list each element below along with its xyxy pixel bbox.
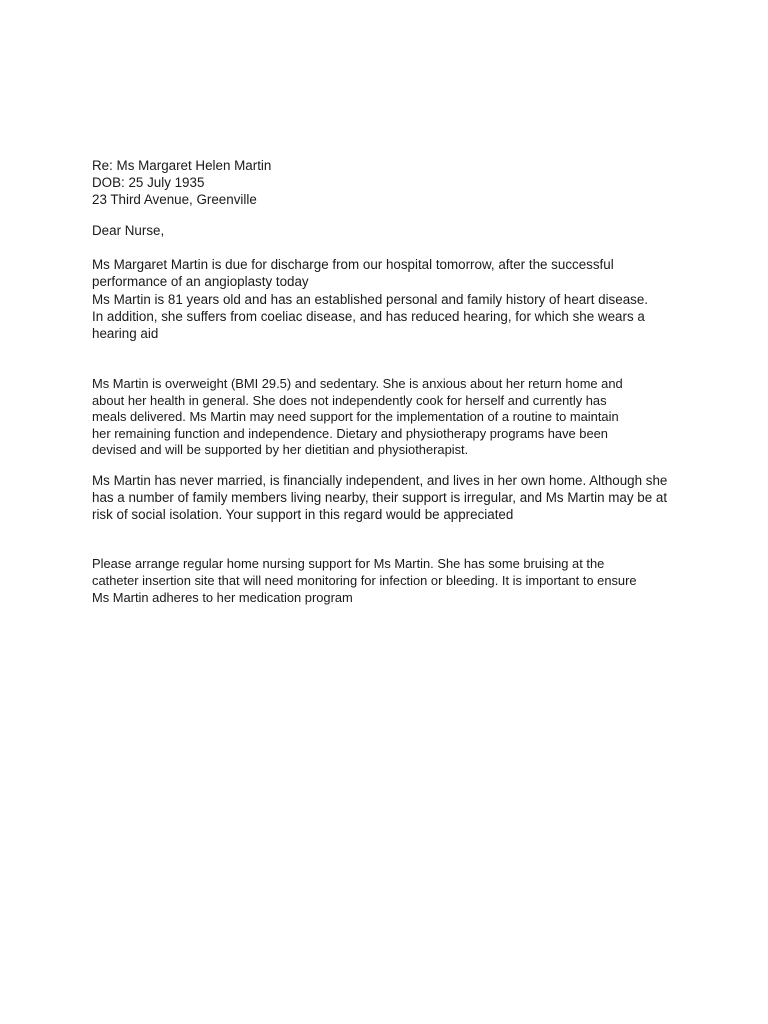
paragraph-social: Ms Martin has never married, is financially independent, and lives in her own home. Although she has a number of family members living nearby, their support is irregular, and Ms Martin may be at risk of social isolation. Your support in this regard would be appreciated: [92, 473, 668, 522]
letter-header: [92, 157, 672, 208]
paragraph-history: Ms Martin is 81 years old and has an established personal and family history of heart disease. In addition, she suffers from coeliac disease, and has reduced hearing, for which she wears a hearing aid: [92, 292, 649, 341]
salutation: Dear Nurse,: [92, 223, 165, 238]
paragraph-request: Please arrange regular home nursing support for Ms Martin. She has some bruising at the catheter insertion site that will need monitoring for infection or bleeding. It is important to ensure Ms Martin adheres to her medication program: [92, 556, 637, 605]
re-line: Re: Ms Margaret Helen Martin: [92, 158, 272, 173]
paragraph-lifestyle: Ms Martin is overweight (BMI 29.5) and sedentary. She is anxious about her return home and about her health in general. She does not independently cook for herself and currently has meals delivered. Ms Martin may need support for the implementation of a routine to maintain her remaining function and independence. Dietary and physiotherapy programs have been devised and will be supported by her dietitian and physiotherapist.: [92, 376, 623, 458]
paragraph-discharge: Ms Margaret Martin is due for discharge from our hospital tomorrow, after the successful performance of an angioplasty today: [92, 257, 614, 289]
address-line: 23 Third Avenue, Greenville: [92, 192, 257, 207]
dob-line: DOB: 25 July 1935: [92, 175, 205, 190]
